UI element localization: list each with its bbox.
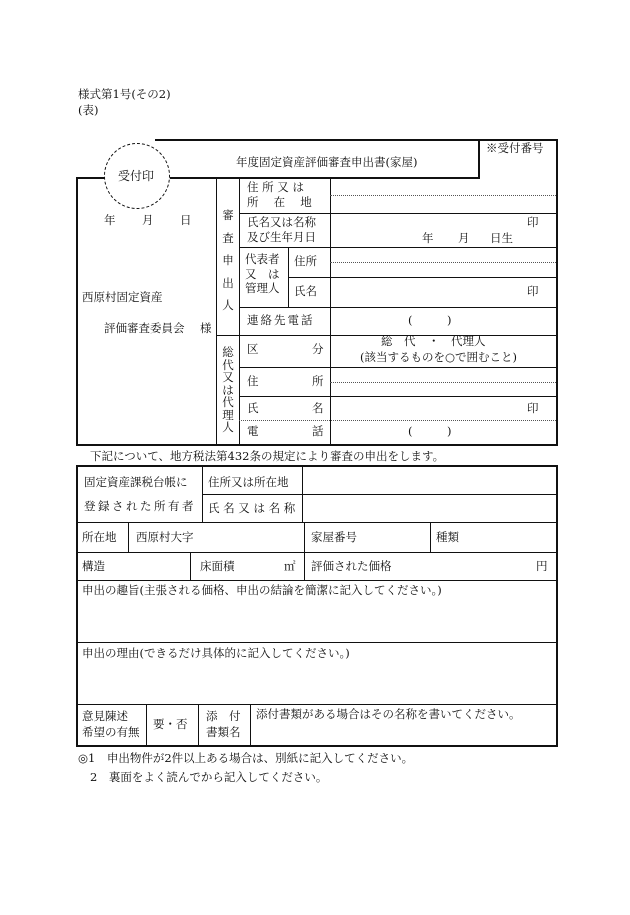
registered-owner-label-1: 固定資産課税台帳に (84, 475, 188, 489)
document-title: 年度固定資産評価審査申出書(家屋) (236, 155, 418, 169)
applicant-address-label-2: 所 在 地 (247, 195, 312, 209)
owner-address-label: 住所又は所在地 (208, 475, 289, 489)
agent-option-separator: ・ (428, 334, 440, 348)
grid-col-line-3b (330, 335, 331, 445)
type-label: 種類 (436, 530, 459, 544)
form-side-label: (表) (78, 103, 99, 117)
location-col-line-2 (304, 522, 305, 552)
applicant-seal: 印 (527, 215, 539, 229)
registered-owner-label-2: 登録された所有者 (84, 499, 196, 513)
row-line-applicant-2 (239, 247, 556, 248)
floor-area-label: 床面積 (200, 559, 235, 573)
birth-year: 年 (422, 231, 434, 245)
row-line-agent-1 (239, 367, 556, 368)
row-line-agent-2 (239, 396, 556, 397)
agent-category-note: (該当するものを○で囲むこと) (360, 350, 518, 364)
agent-address-label-1: 住 (247, 374, 259, 388)
agent-phone-parens: ( ) (408, 424, 452, 438)
agent-address-label-2: 所 (312, 374, 324, 388)
floor-area-unit: ㎡ (284, 559, 296, 573)
row-line-applicant-3 (239, 307, 556, 308)
opinion-col-line-2 (198, 704, 199, 746)
row-line-applicant-1 (239, 213, 556, 214)
property-row-line-5 (77, 704, 557, 705)
receipt-number-label: ※受付番号 (486, 141, 544, 155)
attachment-note: 添付書類がある場合はその名称を書いてください。 (256, 707, 521, 721)
structure-col-line-1 (190, 552, 191, 580)
owner-row-line (202, 494, 557, 495)
applicant-address-guide (330, 195, 556, 196)
property-row-line-2 (77, 552, 557, 553)
agent-option-dairinin[interactable]: 代理人 (451, 334, 486, 348)
applicant-phone-label: 連絡先電話 (247, 313, 315, 327)
rep-name-label: 氏名 (294, 284, 317, 298)
declaration-statement: 下記について、地方税法第432条の規定により審査の申出をします。 (90, 449, 445, 463)
row-line-rep (288, 277, 556, 278)
agent-section-label: 総 代 又 は 代 理 人 (222, 345, 234, 434)
agent-name-phone-divider (239, 420, 556, 421)
agent-phone-label-1: 電 (247, 424, 259, 438)
attachment-label-2: 書類名 (206, 725, 241, 739)
frame-divider (478, 139, 480, 177)
applicant-name-label-1: 氏名又は名称 (247, 215, 316, 229)
grid-col-line-2 (239, 177, 240, 445)
location-col-line-1 (128, 522, 129, 552)
property-row-line-3 (77, 580, 557, 581)
property-row-line-1 (77, 522, 557, 523)
agent-category-label-1: 区 (247, 342, 259, 356)
frame-top-line (155, 139, 480, 141)
price-unit: 円 (536, 559, 548, 573)
addressee-honorific: 様 (200, 321, 212, 335)
note-1: ◎1 申出物件が2件以上ある場合は、別紙に記入してください。 (78, 751, 414, 765)
date-month: 月 (142, 213, 154, 227)
agent-category-label-2: 分 (312, 342, 324, 356)
opinion-value[interactable]: 要・否 (153, 717, 188, 731)
agent-seal: 印 (527, 401, 539, 415)
grid-col-line-3 (330, 177, 331, 335)
frame-left-edge (76, 177, 78, 445)
purpose-label: 申出の趣旨(主張される価格、申出の結論を簡潔に記入してください。) (82, 583, 442, 597)
form-number: 様式第1号(その2) (78, 87, 171, 101)
rep-seal: 印 (527, 284, 539, 298)
date-year: 年 (104, 213, 116, 227)
note-2: 2 裏面をよく読んでから記入してください。 (90, 770, 328, 784)
reason-label: 申出の理由(できるだけ具体的に記入してください。) (82, 646, 350, 660)
applicant-name-label-2: 及び生年月日 (247, 230, 316, 244)
frame-right-edge (556, 139, 558, 445)
addressee-line2: 評価審査委員会 (104, 321, 185, 335)
assessed-price-label: 評価された価格 (311, 559, 392, 573)
opinion-label-2: 希望の有無 (82, 725, 140, 739)
attachment-label-1: 添 付 (206, 709, 241, 723)
agent-phone-label-2: 話 (312, 424, 324, 438)
agent-name-label-1: 氏 (247, 401, 259, 415)
opinion-label-1: 意見陳述 (82, 709, 128, 723)
rep-label: 代表者 又 は 管理人 (245, 252, 280, 295)
applicant-phone-parens: ( ) (408, 313, 452, 327)
property-row-line-4 (77, 642, 557, 643)
date-day: 日 (180, 213, 192, 227)
owner-name-label: 氏 名 又 は 名 称 (208, 501, 296, 515)
structure-col-line-2 (304, 552, 305, 580)
opinion-col-line-1 (146, 704, 147, 746)
applicant-section-label: 審 査 申 出 人 (222, 208, 234, 312)
grid-col-line-1 (216, 177, 217, 445)
agent-address-guide (330, 382, 556, 383)
agent-name-label-2: 名 (312, 401, 324, 415)
rep-address-guide (330, 262, 556, 263)
house-number-label: 家屋番号 (311, 530, 357, 544)
location-value: 西原村大字 (136, 530, 194, 544)
structure-label: 構造 (82, 559, 105, 573)
location-label: 所在地 (82, 530, 117, 544)
location-col-line-3 (430, 522, 431, 552)
birth-month: 月 (458, 231, 470, 245)
addressee-line1: 西原村固定資産 (82, 290, 163, 304)
frame-bottom-line (76, 444, 558, 446)
applicant-address-label-1: 住 所 又 は (247, 180, 304, 194)
agent-option-sodai[interactable]: 総 代 (381, 334, 416, 348)
rep-address-label: 住所 (294, 254, 317, 268)
reception-stamp-label: 受付印 (118, 169, 155, 183)
opinion-col-line-3 (250, 704, 251, 746)
birth-day: 日生 (490, 231, 513, 245)
